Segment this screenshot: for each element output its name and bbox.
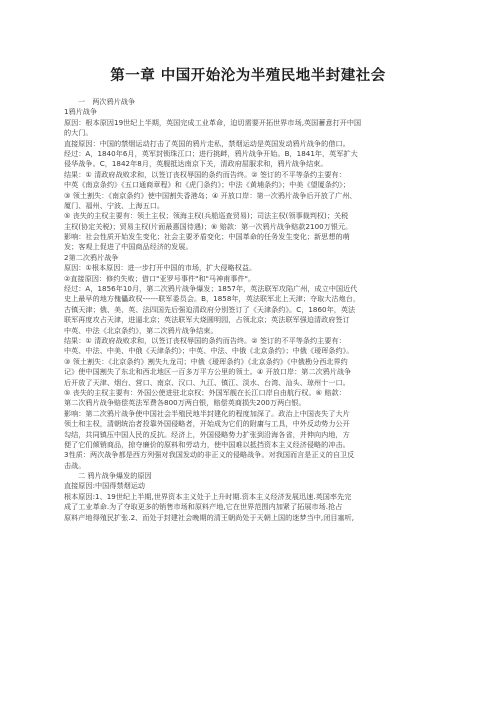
text-line: 二 鸦片战争爆发的原因 xyxy=(78,471,152,481)
text-line: 结果：① 清政府战败求和，以签订丧权辱国的条约而告终。② 签订的不平等条约主要有： xyxy=(64,169,346,179)
text-line: 击战。 xyxy=(64,460,86,470)
text-line: 第二次鸦片战争赔偿英法军费各800万两白银，赔偿英商损失200万两白银。 xyxy=(64,398,306,408)
text-line: 影响：社会性质开始发生变化；社会主要矛盾变化；中国革命的任务发生变化；新思想的萌 xyxy=(64,232,350,242)
text-line: 2第二次鸦片战争 xyxy=(64,252,119,262)
text-line: 联军再度攻占天津，进逼北京；英法联军大烧圆明园，占领北京；英法联军强迫清政府签订 xyxy=(64,315,350,325)
text-line: 史上最早的地方傀儡政权------联军委员会。B，1858年，英法联军北上天津；夺取大沽炮台， xyxy=(64,294,360,304)
text-line: 1鸦片战争 xyxy=(64,107,98,117)
text-line: 中英、中法、中美、中俄《天津条约》；中英、中法、中俄《北京条约》；中俄《瑷珲条约》。 xyxy=(64,346,354,356)
text-line: 记》使中国割失了东北和西北地区一百多万平方公里的领土。④ 开放口岸：第二次鸦片战争 xyxy=(64,367,352,377)
text-line: 后开放了天津、烟台、营口、南京、汉口、九江、镇江、淡水、台湾、汕头、琼州十一口。 xyxy=(64,377,350,387)
text-line: 经过：A，1840年6月，英军封锁珠江口；进行挑衅，鸦片战争开始。B，1841年，英军扩大 xyxy=(64,148,358,158)
text-line: 主权(协定关税)；贸易主权(片面最惠国待遇)；⑥ 赔款：第一次鸦片战争赔款2100万银元。 xyxy=(64,221,353,231)
text-line: ⑤ 丧失的主权主要有：领土主权；领海主权(兵船巡查贸易)；司法主权(领事裁判权)；关税 xyxy=(64,211,349,221)
text-line: 厦门、福州、宁波、上海五口。 xyxy=(64,200,165,210)
text-line: ③ 领土割失：《北京条约》割失九龙司；中俄《瑷珲条约》《北京条约》《中俄勘分西北界约 xyxy=(64,356,348,366)
text-line: 中英、中法《北京条约》，第二次鸦片战争结束。 xyxy=(64,325,218,335)
text-line: 3性质：两次战争都是西方列强对我国发动的非正义的侵略战争。对我国而言是正义的自卫反 xyxy=(64,450,355,460)
text-line: 结果：① 清政府战败求和，以签订丧权辱国的条约而告终。② 签订的不平等条约主要有： xyxy=(64,335,346,345)
text-line: 成了工业革命.为了夺取更多的销售市场和原料产地,它在世界范围内加紧了拓展市场.抢占 xyxy=(64,502,343,512)
text-line: 经过：A，1856年10月，第二次鸦片战争爆发；1857年，英法联军攻陷广州，成立中国近代 xyxy=(64,284,358,294)
text-line: 领土和主权，清朝统治者投靠外国侵略者，开始成为它们的附庸与工具，中外反动势力公开 xyxy=(64,419,350,429)
text-line: 侵华战争。C，1842年8月，英舰抵达南京下关，清政府屈服求和，鸦片战争结束。 xyxy=(64,159,328,169)
text-line: ③ 领土割失：《南京条约》使中国割失香港岛；④ 开放口岸：第一次鸦片战争后开放了广州、 xyxy=(64,190,357,200)
text-line: 直接原因:中国得禁烟运动 xyxy=(64,481,146,491)
text-line: 原因：①根本原因：进一步打开中国的市场，扩大侵略权益。 xyxy=(64,263,257,273)
page-title: 第一章 中国开始沦为半殖民地半封建社会 xyxy=(110,68,386,84)
text-line: 发；客观上促进了中国商品经济的发展。 xyxy=(64,242,193,252)
text-line: 便了它们倾销商品，掠夺廉价的原料和劳动力，使中国难以抵挡资本主义经济侵略的冲击。 xyxy=(64,439,350,449)
text-line: 中英《南京条约》《五口通商章程》和《虎门条约》；中法《黄埔条约》；中美《望厦条约》； xyxy=(64,180,350,190)
text-line: 影响：第二次鸦片战争使中国社会半殖民地半封建化的程度加深了。政治上中国丧失了大片 xyxy=(64,408,350,418)
text-line: 原料产地得殖民扩张.2、而处于封建社会晚期的清王朝尚处于天朝上国的迷梦当中,闭目塞听, xyxy=(64,512,355,522)
text-line: 勾结，共同镇压中国人民的反抗。经济上，外国侵略势力扩张到沿海各省，并伸向内地，方 xyxy=(64,429,350,439)
document-body xyxy=(64,97,436,523)
text-line: 的大门。 xyxy=(64,128,93,138)
text-line: ②直接原因：修约失败；借口"亚罗号事件"和"马神甫事件"。 xyxy=(64,273,256,283)
text-line: 古镇天津；俄、美、英、法四国先后强迫清政府分别签订了《天津条约》。C，1860年，英法 xyxy=(64,304,356,314)
text-line: 一 两次鸦片战争 xyxy=(78,97,136,106)
text-line: 直接原因：中国的禁烟运动打击了英国的鸦片走私，禁烟运动是英国发动鸦片战争的借口。 xyxy=(64,138,350,148)
text-line: 原因：根本原因19世纪上半期，英国完成工业革命，迫切需要开拓世界市场,英国蓄意打开中国 xyxy=(64,117,362,127)
text-line: 根本原因:1、19世纪上半期,世界资本主义处于上升时期.资本主义经济发展迅速.英国率先完 xyxy=(64,491,352,501)
text-line: ⑤ 丧失的主权主要有：外国公使进驻北京权；外国军舰在长江口岸自由航行权。⑥ 赔款： xyxy=(64,387,346,397)
